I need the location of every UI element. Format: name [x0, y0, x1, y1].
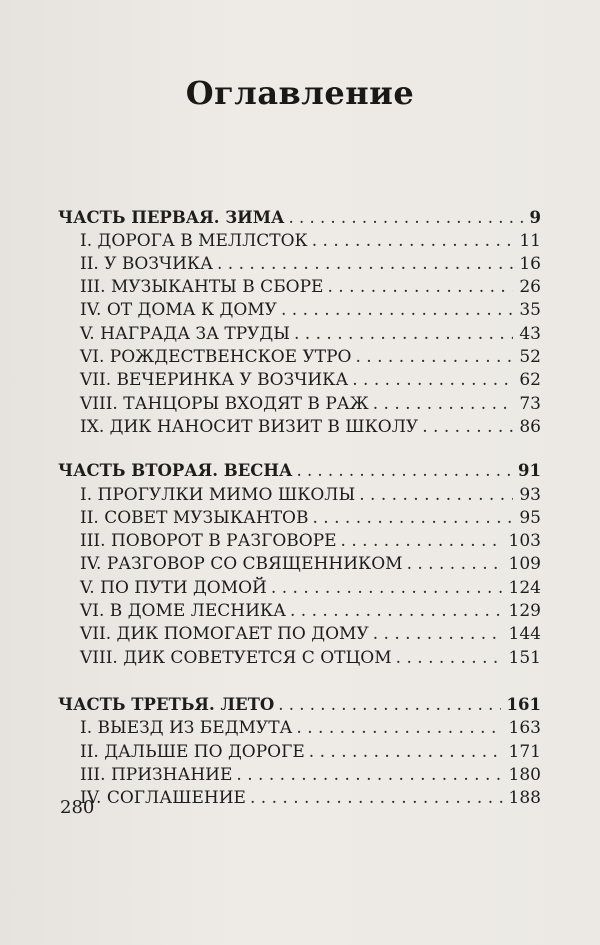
toc-chapter-row [80, 622, 541, 646]
toc-page-number: 151 [508, 648, 541, 668]
toc-chapter-row [80, 322, 541, 346]
toc-chapter-row [80, 646, 541, 670]
toc-leader-dots [373, 622, 503, 646]
toc-page-number: 73 [519, 394, 541, 414]
toc-page-number: 144 [508, 624, 541, 644]
toc-leader-dots [294, 322, 513, 346]
toc-page-number: 161 [506, 695, 541, 714]
toc-page-number: 91 [518, 461, 541, 480]
toc-leader-dots [359, 483, 513, 507]
toc-chapter-row [80, 345, 541, 369]
toc-chapter-row [80, 506, 541, 530]
toc-chapter-row [80, 716, 541, 740]
toc-page-number: 129 [508, 601, 541, 621]
toc-chapter-title: II. У ВОЗЧИКА [80, 254, 213, 274]
toc-page-number: 124 [508, 578, 541, 598]
toc-chapter-row [80, 483, 541, 507]
toc-leader-dots [271, 576, 503, 600]
toc-part-title: ЧАСТЬ ВТОРАЯ. ВЕСНА [58, 461, 293, 480]
toc-page-number: 43 [519, 324, 541, 344]
toc-chapter-title: VII. ВЕЧЕРИНКА У ВОЗЧИКА [80, 370, 349, 390]
toc-leader-dots [356, 345, 514, 369]
toc-part-row [58, 459, 541, 483]
toc-chapter-row [80, 415, 541, 439]
toc-chapter-title: VIII. ТАНЦОРЫ ВХОДЯТ В РАЖ [80, 394, 369, 414]
toc-chapter-row [80, 298, 541, 322]
toc-part-row [58, 693, 541, 717]
toc-chapter-row [80, 229, 541, 253]
toc-page-number: 93 [519, 485, 541, 505]
toc-leader-dots [250, 786, 503, 810]
page-title: Оглавление [185, 74, 415, 112]
toc-chapter-row [80, 786, 541, 810]
toc-chapter-row [80, 763, 541, 787]
toc-page-number: 95 [519, 508, 541, 528]
toc-chapter-title: I. ВЫЕЗД ИЗ БЕДМУТА [80, 718, 293, 738]
toc-leader-dots [290, 599, 503, 623]
toc-page-number: 86 [519, 417, 541, 437]
toc-leader-dots [296, 459, 512, 483]
toc-page-number: 163 [508, 718, 541, 738]
toc-leader-dots [373, 392, 514, 416]
toc-chapter-row [80, 368, 541, 392]
toc-leader-dots [288, 206, 523, 230]
toc-page-number: 180 [508, 765, 541, 785]
toc-page-number: 35 [519, 300, 541, 320]
toc-leader-dots [422, 415, 513, 439]
toc-chapter-title: II. СОВЕТ МУЗЫКАНТОВ [80, 508, 309, 528]
toc-page-number: 26 [519, 277, 541, 297]
toc-chapter-title: VI. В ДОМЕ ЛЕСНИКА [80, 601, 286, 621]
toc-page-number: 109 [508, 554, 541, 574]
toc-page-number: 52 [519, 347, 541, 367]
toc-page-number: 9 [529, 208, 541, 227]
toc-leader-dots [312, 229, 514, 253]
toc-part-title: ЧАСТЬ ПЕРВАЯ. ЗИМА [58, 208, 285, 227]
toc-leader-dots [312, 506, 513, 530]
toc-chapter-title: II. ДАЛЬШЕ ПО ДОРОГЕ [80, 742, 305, 762]
toc-part-row [58, 206, 541, 230]
toc-leader-dots [352, 368, 513, 392]
toc-chapter-row [80, 252, 541, 276]
toc-chapter-title: I. ПРОГУЛКИ МИМО ШКОЛЫ [80, 485, 356, 505]
toc-leader-dots [278, 693, 500, 717]
toc-leader-dots [236, 763, 502, 787]
toc-chapter-title: VIII. ДИК СОВЕТУЕТСЯ С ОТЦОМ [80, 648, 392, 668]
toc-part-title: ЧАСТЬ ТРЕТЬЯ. ЛЕТО [58, 695, 275, 714]
toc-chapter-row [80, 740, 541, 764]
toc-leader-dots [309, 740, 503, 764]
toc-leader-dots [327, 275, 513, 299]
toc-page-number: 188 [508, 788, 541, 808]
toc-chapter-title: IV. ОТ ДОМА К ДОМУ [80, 300, 277, 320]
toc-chapter-title: III. ПРИЗНАНИЕ [80, 765, 233, 785]
toc-chapter-title: III. ПОВОРОТ В РАЗГОВОРЕ [80, 531, 337, 551]
toc-chapter-title: VI. РОЖДЕСТВЕНСКОЕ УТРО [80, 347, 352, 367]
toc-chapter-title: IV. СОГЛАШЕНИЕ [80, 788, 246, 808]
toc-leader-dots [396, 646, 503, 670]
toc-page-number: 171 [508, 742, 541, 762]
toc-leader-dots [407, 552, 503, 576]
toc-chapter-row [80, 392, 541, 416]
toc-chapter-title: V. ПО ПУТИ ДОМОЙ [80, 578, 267, 598]
toc-chapter-row [80, 275, 541, 299]
page-number: 280 [60, 797, 95, 818]
toc-chapter-row [80, 599, 541, 623]
toc-chapter-row [80, 552, 541, 576]
toc-leader-dots [217, 252, 513, 276]
toc-chapter-title: III. МУЗЫКАНТЫ В СБОРЕ [80, 277, 324, 297]
toc-chapter-title: V. НАГРАДА ЗА ТРУДЫ [80, 324, 290, 344]
toc-page-number: 62 [519, 370, 541, 390]
toc-leader-dots [281, 298, 513, 322]
toc-leader-dots [296, 716, 502, 740]
toc-page-number: 11 [519, 231, 541, 251]
toc-chapter-title: IV. РАЗГОВОР СО СВЯЩЕННИКОМ [80, 554, 403, 574]
toc-chapter-row [80, 529, 541, 553]
toc-chapter-row [80, 576, 541, 600]
toc-leader-dots [341, 529, 503, 553]
toc-page-number: 16 [519, 254, 541, 274]
toc-page-number: 103 [508, 531, 541, 551]
toc-chapter-title: I. ДОРОГА В МЕЛЛСТОК [80, 231, 308, 251]
toc-chapter-title: VII. ДИК ПОМОГАЕТ ПО ДОМУ [80, 624, 369, 644]
toc-chapter-title: IX. ДИК НАНОСИТ ВИЗИТ В ШКОЛУ [80, 417, 419, 437]
